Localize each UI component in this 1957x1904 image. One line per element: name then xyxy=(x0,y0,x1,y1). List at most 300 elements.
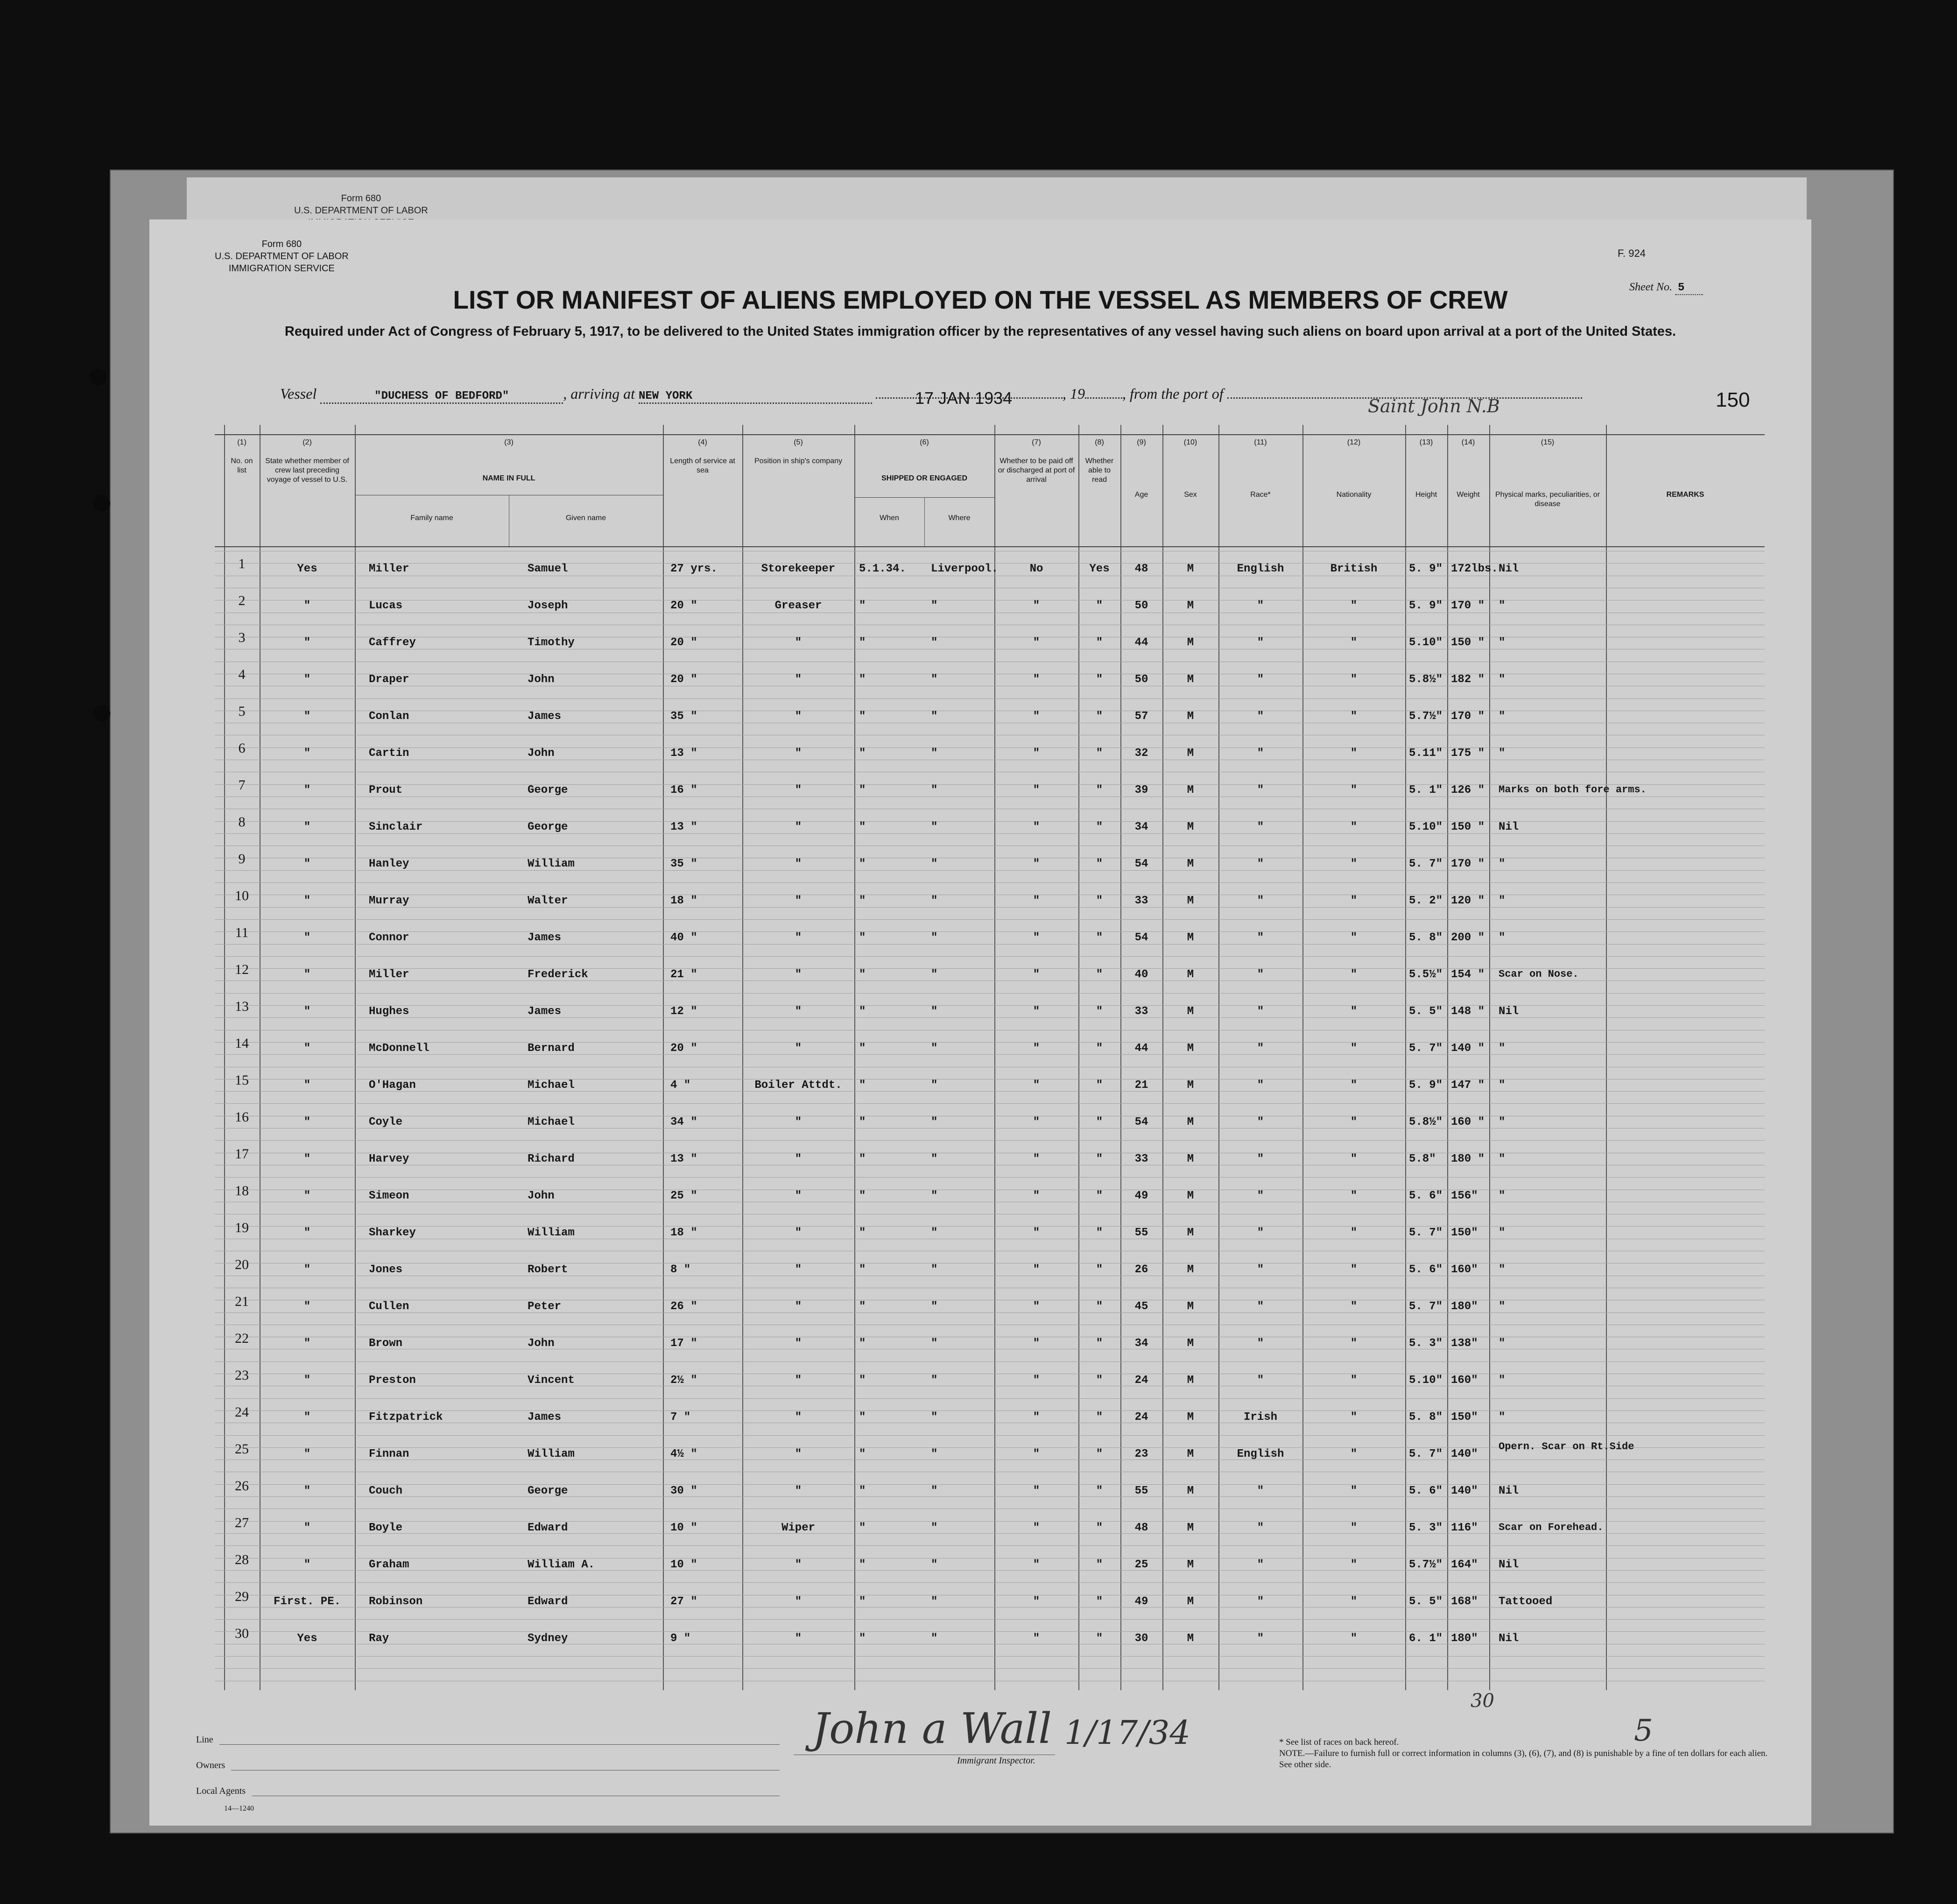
cell-where: " xyxy=(931,858,938,870)
ruled-line xyxy=(215,1140,1765,1141)
sheet-number: Sheet No. 5 xyxy=(1629,281,1703,294)
cell-read: " xyxy=(1096,599,1103,612)
cell-marks: " xyxy=(1499,1190,1506,1202)
cell-race: " xyxy=(1257,1079,1264,1092)
cell-given: Bernard xyxy=(528,1042,575,1055)
cell-weight: 168" xyxy=(1451,1595,1478,1608)
column-number: (8) xyxy=(1095,438,1104,446)
cell-age: 45 xyxy=(1134,1300,1148,1313)
column-header: NAME IN FULL xyxy=(482,474,535,482)
cell-where: " xyxy=(931,1522,938,1534)
cell-given: John xyxy=(528,673,555,686)
cell-height: 5. 8" xyxy=(1409,931,1443,944)
cell-height: 5. 3" xyxy=(1409,1522,1443,1534)
cell-race: " xyxy=(1257,1042,1264,1055)
cell-given: Richard xyxy=(528,1153,575,1165)
cell-position: " xyxy=(795,1411,802,1424)
column-rule xyxy=(1489,425,1490,1690)
cell-height: 6. 1" xyxy=(1409,1632,1443,1645)
cell-race: " xyxy=(1257,1374,1264,1387)
cell-when: " xyxy=(859,1522,866,1534)
vessel-line: Vessel "DUCHESS OF BEDFORD" , arriving at NEW YORK , 19 , from the port of xyxy=(280,385,1582,404)
cell-family: Sharkey xyxy=(369,1227,416,1239)
cell-service: 18 " xyxy=(670,895,697,907)
ruled-line xyxy=(215,1619,1765,1620)
cell-marks: Tattooed xyxy=(1499,1595,1553,1608)
ruled-line xyxy=(215,993,1765,994)
cell-race: " xyxy=(1257,821,1264,833)
cell-sex: M xyxy=(1187,1300,1194,1313)
cell-height: 5. 5" xyxy=(1409,1595,1443,1608)
inspector-label: Immigrant Inspector. xyxy=(957,1756,1035,1766)
column-number: (1) xyxy=(237,438,246,446)
cell-family: Draper xyxy=(369,673,409,686)
cell-marks: " xyxy=(1499,1337,1506,1350)
cell-race: " xyxy=(1257,858,1264,870)
cell-marks: Nil xyxy=(1499,1558,1519,1571)
cell-service: 25 " xyxy=(670,1190,697,1202)
ruled-line xyxy=(215,1668,1765,1669)
cell-race: " xyxy=(1257,1153,1264,1165)
cell-read: " xyxy=(1096,1485,1103,1497)
ruled-line xyxy=(215,944,1765,945)
cell-read: " xyxy=(1096,673,1103,686)
cell-nat: " xyxy=(1350,1005,1358,1018)
cell-race: English xyxy=(1237,563,1284,575)
column-number: (13) xyxy=(1419,438,1433,446)
column-rule xyxy=(742,425,743,1690)
from-port: Saint John N.B xyxy=(1368,396,1500,416)
cell-height: 5.7½" xyxy=(1409,1558,1443,1571)
inspector-signature: John a Wall xyxy=(812,1704,1052,1753)
cell-given: Frederick xyxy=(528,968,588,981)
column-rule xyxy=(1447,425,1448,1690)
cell-position: " xyxy=(795,747,802,760)
cell-prev: " xyxy=(303,1263,311,1276)
subcolumn-header: Family name xyxy=(410,514,453,522)
column-header: REMARKS xyxy=(1666,491,1704,499)
cell-height: 5. 7" xyxy=(1409,1042,1443,1055)
cell-weight: 182 " xyxy=(1451,673,1485,686)
cell-weight: 180 " xyxy=(1451,1153,1485,1165)
cell-read: " xyxy=(1096,858,1103,870)
cell-prev: " xyxy=(303,1153,311,1165)
arriving-port: NEW YORK xyxy=(639,390,872,404)
cell-read: " xyxy=(1096,1337,1103,1350)
cell-sex: M xyxy=(1187,1116,1194,1128)
cell-read: " xyxy=(1096,1411,1103,1424)
cell-position: " xyxy=(795,931,802,944)
punch-hole xyxy=(93,495,110,512)
cell-weight: 160" xyxy=(1451,1374,1478,1387)
cell-family: McDonnell xyxy=(369,1042,429,1055)
cell-height: 5. 5" xyxy=(1409,1005,1443,1018)
cell-height: 5. 7" xyxy=(1409,1448,1443,1460)
cell-race: " xyxy=(1257,895,1264,907)
cell-given: George xyxy=(528,784,568,797)
cell-given: Vincent xyxy=(528,1374,575,1387)
cell-race: " xyxy=(1257,1300,1264,1313)
cell-age: 25 xyxy=(1134,1558,1148,1571)
column-number: (4) xyxy=(698,438,707,446)
cell-sex: M xyxy=(1187,1079,1194,1092)
cell-prev: " xyxy=(303,747,311,760)
cell-height: 5.10" xyxy=(1409,821,1443,833)
cell-nat: " xyxy=(1350,968,1358,981)
cell-when: " xyxy=(859,858,866,870)
column-header: State whether member of crew last preceding voyage of vessel to U.S. xyxy=(265,457,349,484)
cell-marks: Opern. Scar on Rt.Side xyxy=(1499,1441,1634,1453)
cell-read: " xyxy=(1096,1263,1103,1276)
cell-family: Sinclair xyxy=(369,821,423,833)
cell-when: " xyxy=(859,1485,866,1497)
punch-hole xyxy=(93,705,110,722)
cell-read: " xyxy=(1096,747,1103,760)
cell-family: Hanley xyxy=(369,858,409,870)
cell-age: 55 xyxy=(1134,1227,1148,1239)
cell-marks: Nil xyxy=(1499,821,1519,833)
cell-height: 5.8" xyxy=(1409,1153,1436,1165)
cell-weight: 156" xyxy=(1451,1190,1478,1202)
cell-given: Joseph xyxy=(528,599,568,612)
cell-paid: " xyxy=(1033,1079,1040,1092)
cell-read: " xyxy=(1096,784,1103,797)
cell-sex: M xyxy=(1187,1558,1194,1571)
cell-weight: 138" xyxy=(1451,1337,1478,1350)
cell-prev: " xyxy=(303,636,311,649)
cell-service: 10 " xyxy=(670,1558,697,1571)
cell-nat: " xyxy=(1350,710,1358,723)
ruled-line xyxy=(215,1005,1765,1006)
cell-nat: " xyxy=(1350,599,1358,612)
cell-sex: M xyxy=(1187,858,1194,870)
cell-position: " xyxy=(795,1005,802,1018)
cell-weight: 170 " xyxy=(1451,858,1485,870)
cell-age: 24 xyxy=(1134,1411,1148,1424)
cell-family: Murray xyxy=(369,895,409,907)
column-number: (11) xyxy=(1254,438,1267,446)
cell-height: 5. 6" xyxy=(1409,1190,1443,1202)
cell-position: " xyxy=(795,895,802,907)
cell-paid: " xyxy=(1033,931,1040,944)
cell-read: " xyxy=(1096,1300,1103,1313)
cell-marks: Marks on both fore arms. xyxy=(1499,784,1647,796)
column-rule xyxy=(854,425,855,1690)
row-number: 17 xyxy=(235,1146,249,1162)
page-number: 150 xyxy=(1716,388,1750,411)
cell-family: Miller xyxy=(369,563,409,575)
cell-sex: M xyxy=(1187,563,1194,575)
cell-age: 57 xyxy=(1134,710,1148,723)
ruled-line xyxy=(215,1226,1765,1227)
row-number: 12 xyxy=(235,962,249,977)
cell-race: " xyxy=(1257,599,1264,612)
cell-given: Robert xyxy=(528,1263,568,1276)
cell-age: 49 xyxy=(1134,1595,1148,1608)
cell-family: Hughes xyxy=(369,1005,409,1018)
cell-when: " xyxy=(859,747,866,760)
cell-race: " xyxy=(1257,1227,1264,1239)
cell-sex: M xyxy=(1187,1485,1194,1497)
cell-when: " xyxy=(859,1042,866,1055)
cell-height: 5. 9" xyxy=(1409,563,1443,575)
cell-race: " xyxy=(1257,1263,1264,1276)
cell-service: 9 " xyxy=(670,1632,691,1645)
cell-weight: 170 " xyxy=(1451,599,1485,612)
crew-table xyxy=(215,425,1765,1690)
row-number: 15 xyxy=(235,1072,249,1088)
cell-sex: M xyxy=(1187,968,1194,981)
cell-age: 34 xyxy=(1134,821,1148,833)
cell-nat: " xyxy=(1350,1153,1358,1165)
cell-where: " xyxy=(931,1153,938,1165)
cell-paid: " xyxy=(1033,1116,1040,1128)
cell-nat: " xyxy=(1350,1300,1358,1313)
cell-when: " xyxy=(859,1595,866,1608)
ruled-line xyxy=(215,1091,1765,1092)
cell-height: 5.8½" xyxy=(1409,673,1443,686)
cell-family: Graham xyxy=(369,1558,409,1571)
date-stamp: 17 JAN 1934 xyxy=(915,388,1013,408)
form-code: 14—1240 xyxy=(224,1805,254,1812)
owners-label: Owners xyxy=(196,1760,225,1770)
cell-when: " xyxy=(859,821,866,833)
cell-weight: 116" xyxy=(1451,1522,1478,1534)
cell-age: 50 xyxy=(1134,673,1148,686)
cell-when: " xyxy=(859,710,866,723)
cell-weight: 150 " xyxy=(1451,821,1485,833)
cell-where: " xyxy=(931,1300,938,1313)
line-label: Line xyxy=(196,1735,213,1745)
row-number: 30 xyxy=(235,1626,249,1641)
f-code: F. 924 xyxy=(1618,247,1646,259)
cell-paid: " xyxy=(1033,1411,1040,1424)
cell-family: Preston xyxy=(369,1374,416,1387)
cell-service: 8 " xyxy=(670,1263,691,1276)
cell-sex: M xyxy=(1187,599,1194,612)
cell-paid: " xyxy=(1033,1042,1040,1055)
cell-position: Greaser xyxy=(774,599,822,612)
cell-family: Cullen xyxy=(369,1300,409,1313)
row-number: 24 xyxy=(235,1404,249,1420)
cell-when: " xyxy=(859,1374,866,1387)
cell-position: Storekeeper xyxy=(761,563,836,575)
column-header: Height xyxy=(1415,491,1437,499)
column-header: Length of service at sea xyxy=(670,457,735,474)
ruled-line xyxy=(215,1435,1765,1436)
cell-paid: " xyxy=(1033,636,1040,649)
cell-weight: 160" xyxy=(1451,1263,1478,1276)
cell-weight: 154 " xyxy=(1451,968,1485,981)
cell-race: English xyxy=(1237,1448,1284,1460)
cell-read: " xyxy=(1096,968,1103,981)
cell-where: " xyxy=(931,1337,938,1350)
cell-sex: M xyxy=(1187,895,1194,907)
cell-position: " xyxy=(795,784,802,797)
cell-weight: 140 " xyxy=(1451,1042,1485,1055)
cell-nat: " xyxy=(1350,1595,1358,1608)
cell-family: Simeon xyxy=(369,1190,409,1202)
cell-prev: " xyxy=(303,673,311,686)
cell-prev: " xyxy=(303,1337,311,1350)
cell-paid: " xyxy=(1033,1227,1040,1239)
cell-when: " xyxy=(859,599,866,612)
ruled-line xyxy=(215,1496,1765,1497)
cell-nat: " xyxy=(1350,1374,1358,1387)
ruled-line xyxy=(215,747,1765,748)
row-number: 22 xyxy=(235,1331,249,1346)
row-number: 9 xyxy=(238,851,246,867)
cell-nat: " xyxy=(1350,895,1358,907)
cell-weight: 175 " xyxy=(1451,747,1485,760)
cell-paid: " xyxy=(1033,1153,1040,1165)
cell-read: " xyxy=(1096,1558,1103,1571)
cell-given: William xyxy=(528,858,575,870)
cell-where: " xyxy=(931,1042,938,1055)
cell-sex: M xyxy=(1187,1263,1194,1276)
subcolumn-header: When xyxy=(880,514,899,522)
cell-age: 32 xyxy=(1134,747,1148,760)
cell-read: " xyxy=(1096,1190,1103,1202)
cell-paid: " xyxy=(1033,1485,1040,1497)
cell-position: " xyxy=(795,1300,802,1313)
cell-when: " xyxy=(859,1337,866,1350)
subcolumn-header: Where xyxy=(948,514,971,522)
cell-position: " xyxy=(795,821,802,833)
ruled-line xyxy=(215,1312,1765,1313)
column-rule xyxy=(663,425,664,1690)
cell-marks: " xyxy=(1499,1116,1506,1128)
cell-height: 5. 9" xyxy=(1409,1079,1443,1092)
cell-given: William xyxy=(528,1227,575,1239)
cell-given: Michael xyxy=(528,1116,575,1128)
cell-when: " xyxy=(859,1448,866,1460)
row-number: 16 xyxy=(235,1109,249,1125)
cell-sex: M xyxy=(1187,1374,1194,1387)
cell-read: " xyxy=(1096,895,1103,907)
cell-position: " xyxy=(795,1485,802,1497)
cell-age: 33 xyxy=(1134,895,1148,907)
cell-family: Conlan xyxy=(369,710,409,723)
cell-given: William xyxy=(528,1448,575,1460)
column-header: SHIPPED OR ENGAGED xyxy=(881,474,968,482)
cell-sex: M xyxy=(1187,821,1194,833)
column-number: (3) xyxy=(504,438,514,446)
column-number: (9) xyxy=(1137,438,1146,446)
cell-where: " xyxy=(931,636,938,649)
cell-paid: " xyxy=(1033,599,1040,612)
cell-service: 12 " xyxy=(670,1005,697,1018)
cell-family: Lucas xyxy=(369,599,403,612)
cell-prev: " xyxy=(303,1522,311,1534)
column-rule xyxy=(1162,425,1163,1690)
cell-nat: " xyxy=(1350,1632,1358,1645)
cell-prev: " xyxy=(303,931,311,944)
cell-where: " xyxy=(931,747,938,760)
column-number: (15) xyxy=(1541,438,1555,446)
cell-marks: Nil xyxy=(1499,563,1519,575)
cell-position: " xyxy=(795,710,802,723)
column-number: (12) xyxy=(1347,438,1361,446)
cell-prev: " xyxy=(303,1300,311,1313)
cell-nat: " xyxy=(1350,1079,1358,1092)
cell-where: " xyxy=(931,1485,938,1497)
cell-given: Edward xyxy=(528,1595,568,1608)
ruled-line xyxy=(215,931,1765,932)
cell-given: John xyxy=(528,1337,555,1350)
cell-read: " xyxy=(1096,1522,1103,1534)
cell-race: " xyxy=(1257,747,1264,760)
cell-service: 18 " xyxy=(670,1227,697,1239)
cell-race: " xyxy=(1257,673,1264,686)
cell-read: " xyxy=(1096,1227,1103,1239)
cell-marks: " xyxy=(1499,1042,1506,1055)
cell-read: " xyxy=(1096,1632,1103,1645)
column-number: (10) xyxy=(1183,438,1197,446)
cell-race: " xyxy=(1257,1595,1264,1608)
cell-position: " xyxy=(795,1153,802,1165)
cell-service: 34 " xyxy=(670,1116,697,1128)
ruled-line xyxy=(215,1398,1765,1399)
cell-marks: Nil xyxy=(1499,1485,1519,1497)
cell-when: " xyxy=(859,1411,866,1424)
cell-sex: M xyxy=(1187,1411,1194,1424)
cell-service: 13 " xyxy=(670,821,697,833)
cell-race: " xyxy=(1257,1558,1264,1571)
cell-paid: " xyxy=(1033,1374,1040,1387)
cell-marks: Nil xyxy=(1499,1632,1519,1645)
cell-given: John xyxy=(528,747,555,760)
cell-weight: 150" xyxy=(1451,1227,1478,1239)
cell-family: Jones xyxy=(369,1263,403,1276)
cell-sex: M xyxy=(1187,747,1194,760)
cell-marks: Scar on Nose. xyxy=(1499,968,1579,980)
cell-paid: " xyxy=(1033,1632,1040,1645)
cell-paid: " xyxy=(1033,1337,1040,1350)
cell-weight: 180" xyxy=(1451,1300,1478,1313)
cell-given: Edward xyxy=(528,1522,568,1534)
tally-total: 5 xyxy=(1634,1714,1653,1748)
header-rule xyxy=(215,434,1765,435)
cell-service: 20 " xyxy=(670,599,697,612)
cell-age: 30 xyxy=(1134,1632,1148,1645)
document-subtitle: Required under Act of Congress of February 5, 1917, to be delivered to the United States immigration officer by the representatives of any vessel having such aliens on board upon arrival at a port of the United States. xyxy=(284,324,1676,339)
cell-paid: " xyxy=(1033,784,1040,797)
row-number: 14 xyxy=(235,1036,249,1051)
cell-marks: Scar on Forehead. xyxy=(1499,1522,1604,1533)
cell-when: " xyxy=(859,1632,866,1645)
cell-service: 35 " xyxy=(670,858,697,870)
cell-sex: M xyxy=(1187,784,1194,797)
cell-race: " xyxy=(1257,931,1264,944)
cell-where: " xyxy=(931,1263,938,1276)
cell-when: " xyxy=(859,1005,866,1018)
cell-marks: Nil xyxy=(1499,1005,1519,1018)
ruled-line xyxy=(215,821,1765,822)
cell-where: " xyxy=(931,1005,938,1018)
cell-prev: " xyxy=(303,1411,311,1424)
cell-read: " xyxy=(1096,1448,1103,1460)
cell-race: " xyxy=(1257,1116,1264,1128)
cell-age: 48 xyxy=(1134,1522,1148,1534)
cell-paid: " xyxy=(1033,747,1040,760)
column-header: Whether to be paid off or discharged at port of arrival xyxy=(998,457,1075,484)
cell-paid: " xyxy=(1033,1190,1040,1202)
ruled-line xyxy=(215,1103,1765,1104)
cell-given: James xyxy=(528,931,562,944)
cell-marks: " xyxy=(1499,747,1506,760)
cell-sex: M xyxy=(1187,931,1194,944)
